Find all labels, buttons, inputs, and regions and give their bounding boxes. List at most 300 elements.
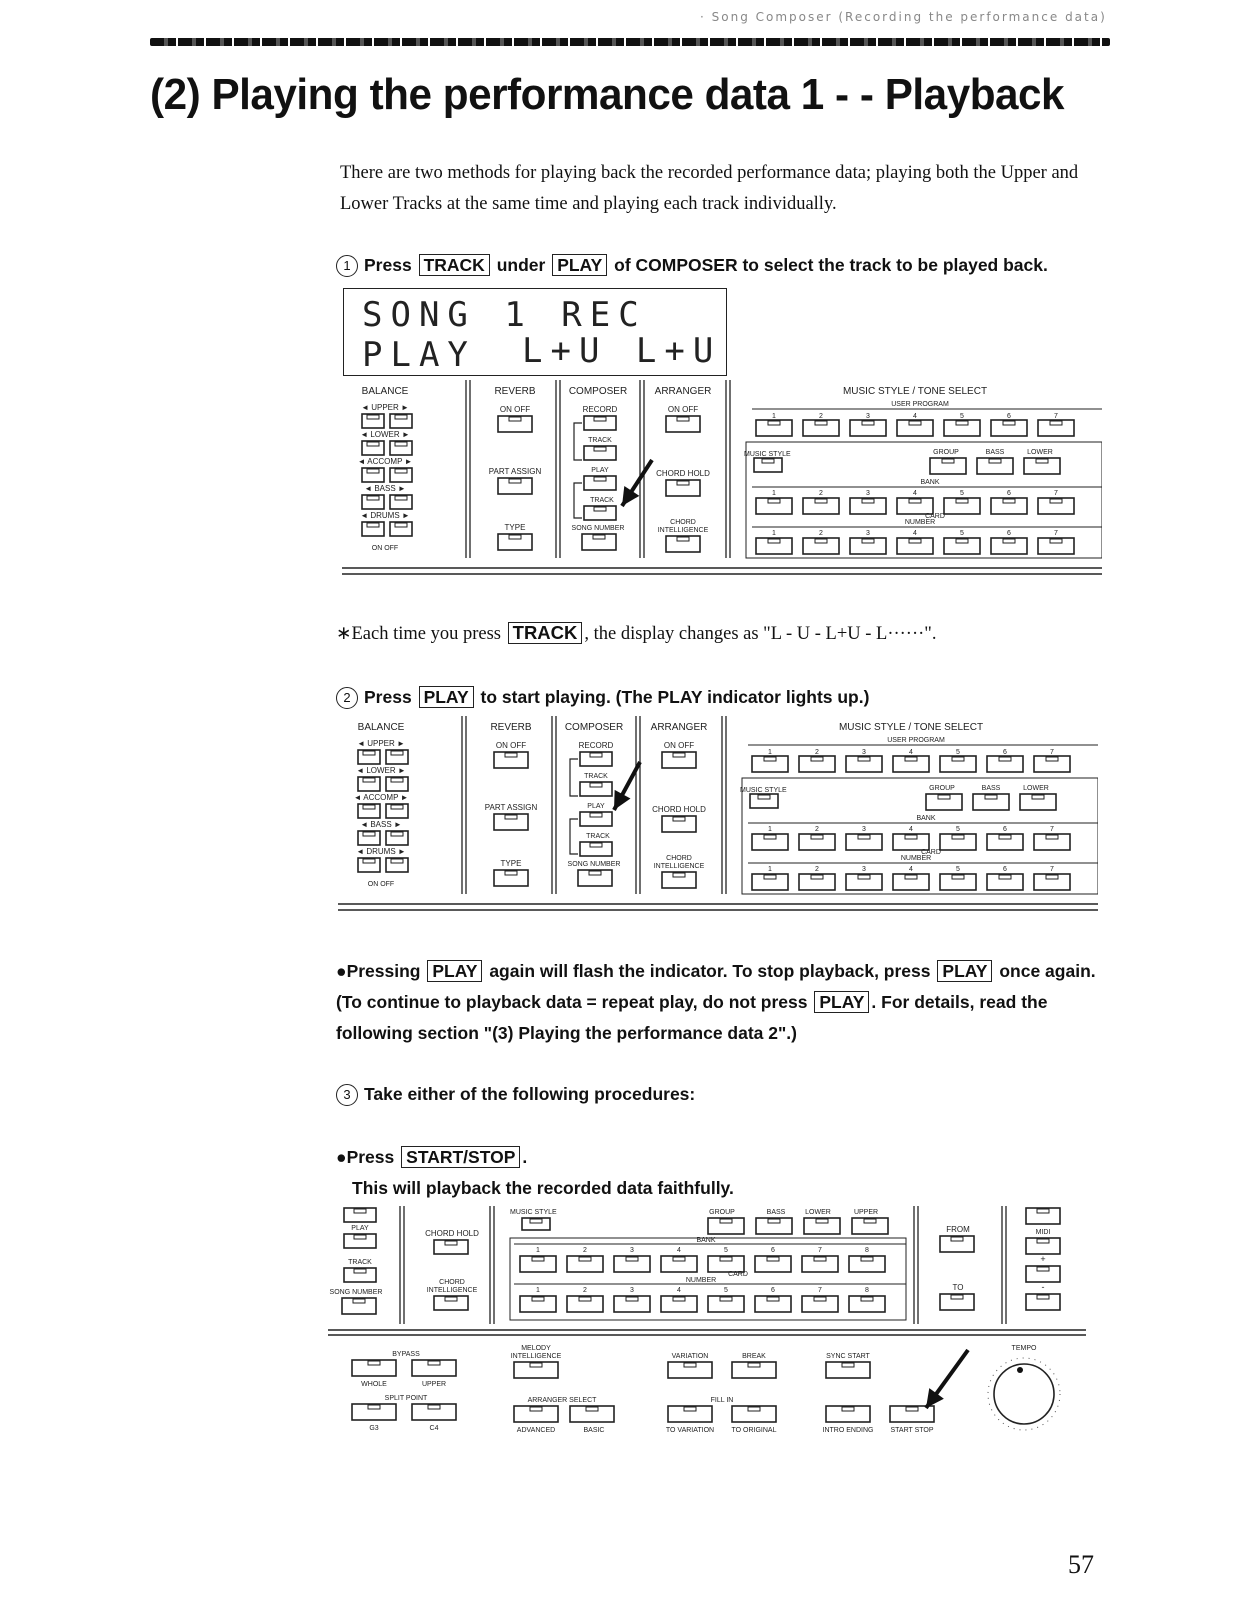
number-label: 6	[1007, 413, 1011, 420]
number-button	[1038, 538, 1074, 554]
pointer-arrow-icon	[622, 486, 639, 506]
arranger-label: ARRANGER	[654, 386, 712, 397]
break-label: BREAK	[742, 1353, 766, 1360]
basic-label: BASIC	[583, 1427, 605, 1434]
number-button	[897, 538, 933, 554]
variation-button	[668, 1362, 712, 1378]
chord-intelligence-button	[434, 1296, 468, 1310]
minus-button	[1026, 1294, 1060, 1310]
song-number-button	[578, 870, 612, 886]
number-label: 7	[818, 1287, 822, 1294]
lcd-line-2: L+U L+U	[522, 331, 722, 371]
lower-button	[1020, 794, 1056, 810]
bank-button	[803, 498, 839, 514]
balance-down-button	[362, 522, 384, 536]
user-program-button	[893, 756, 929, 772]
number-label: 3	[866, 413, 870, 420]
start-stop-explanation: This will playback the recorded data faithfully.	[352, 1178, 734, 1198]
balance-row-label: ◄ ACCOMP ►	[357, 457, 413, 466]
number-label: 2	[583, 1287, 587, 1294]
user-program-button	[846, 756, 882, 772]
number-label: 2	[815, 866, 819, 873]
group-button	[926, 794, 962, 810]
balance-down-button	[362, 495, 384, 509]
number-row-label: NUMBER	[900, 855, 932, 862]
chord-label: CHORD	[666, 855, 692, 862]
number-label: 5	[960, 530, 964, 537]
bullet-text: ●Press	[336, 1147, 395, 1167]
top-rule	[150, 38, 1110, 46]
number-label: 4	[913, 413, 917, 420]
melody-intelligence-button	[514, 1362, 558, 1378]
music-style-label: MUSIC STYLE	[510, 1209, 557, 1216]
number-label: 6	[1003, 749, 1007, 756]
type-button	[494, 870, 528, 886]
balance-row-label: ◄ DRUMS ►	[356, 847, 406, 856]
track-button	[584, 446, 616, 460]
user-program-button	[991, 420, 1027, 436]
bank-label: BANK	[920, 479, 940, 486]
bank-button	[708, 1256, 744, 1272]
user-program-button	[1034, 756, 1070, 772]
reverb-on-off-label: ON OFF	[499, 405, 531, 414]
number-label: 7	[1054, 490, 1058, 497]
number-label: 7	[1050, 826, 1054, 833]
chord-label: CHORD	[670, 519, 696, 526]
number-label: 5	[724, 1247, 728, 1254]
user-program-button	[803, 420, 839, 436]
number-label: 1	[768, 749, 772, 756]
number-label: 5	[956, 866, 960, 873]
number-label: 5	[724, 1287, 728, 1294]
balance-down-button	[362, 468, 384, 482]
pointer-arrow-icon	[926, 1388, 944, 1408]
music-style-label: MUSIC STYLE	[744, 451, 791, 458]
number-label: 5	[956, 826, 960, 833]
c4-button	[412, 1404, 456, 1420]
bank-button	[756, 498, 792, 514]
number-button	[849, 1296, 885, 1312]
bypass-label: BYPASS	[392, 1351, 420, 1358]
part-assign-label: PART ASSIGN	[484, 803, 538, 812]
number-label: 2	[819, 530, 823, 537]
play-key: PLAY	[427, 960, 482, 982]
c4-label: C4	[429, 1425, 439, 1432]
on-off-label: ON OFF	[371, 545, 399, 552]
music-style-tone-select-label: MUSIC STYLE / TONE SELECT	[838, 722, 984, 733]
variation-label: VARIATION	[671, 1353, 709, 1360]
number-button	[944, 538, 980, 554]
part-assign-label: PART ASSIGN	[488, 467, 542, 476]
number-label: 4	[677, 1287, 681, 1294]
chord-label: CHORD	[439, 1279, 465, 1286]
chord-hold-label: CHORD HOLD	[425, 1229, 479, 1238]
number-button	[708, 1296, 744, 1312]
balance-down-button	[358, 750, 380, 764]
bank-button	[991, 498, 1027, 514]
number-label: 7	[818, 1247, 822, 1254]
bullet-text: .	[522, 1147, 528, 1167]
bank-label: BANK	[916, 815, 936, 822]
bullet-text: again will flash the indicator. To stop playback, press	[489, 961, 931, 981]
number-label: 6	[771, 1287, 775, 1294]
track-key: TRACK	[508, 622, 583, 644]
user-program-button	[897, 420, 933, 436]
control-panel-3	[326, 1204, 1086, 1469]
note-text: , the display changes as "L - U - L+U - L······".	[584, 624, 937, 644]
bank-button	[850, 498, 886, 514]
play-button	[580, 812, 612, 826]
intro-paragraph: There are two methods for playing back the recorded performance data; playing both the Upper and Lower Tracks at the same time and playing each track individually.	[340, 163, 1079, 214]
g3-button	[352, 1404, 396, 1420]
bass-label: BASS	[981, 785, 1001, 792]
page-title: (2) Playing the performance data 1 - - Playback	[150, 70, 1065, 119]
number-label: 6	[1003, 826, 1007, 833]
number-button	[614, 1296, 650, 1312]
part-assign-button	[494, 814, 528, 830]
note-text: ∗Each time you press	[336, 624, 502, 644]
number-label: 4	[913, 490, 917, 497]
bank-button	[849, 1256, 885, 1272]
number-label: 6	[1007, 490, 1011, 497]
balance-down-button	[362, 441, 384, 455]
upper-label: UPPER	[853, 1209, 879, 1216]
chord-hold-label: CHORD HOLD	[652, 805, 706, 814]
arranger-button	[666, 416, 700, 432]
number-label: 6	[771, 1247, 775, 1254]
number-button	[661, 1296, 697, 1312]
play-key: PLAY	[937, 960, 992, 982]
chord-intelligence-button	[662, 872, 696, 888]
number-label: 3	[862, 749, 866, 756]
number-label: 2	[819, 413, 823, 420]
user-program-button	[799, 756, 835, 772]
whole-label: WHOLE	[361, 1381, 387, 1388]
to-original-button	[732, 1406, 776, 1422]
advanced-button	[514, 1406, 558, 1422]
play-label: PLAY	[351, 1225, 369, 1232]
number-label: 3	[630, 1287, 634, 1294]
number-button	[802, 1296, 838, 1312]
to-variation-button	[668, 1406, 712, 1422]
chord-intelligence-button	[666, 536, 700, 552]
user-program-label: USER PROGRAM	[891, 401, 949, 408]
step-number: 1	[336, 255, 358, 277]
track-label: TRACK	[586, 833, 610, 840]
to-variation-label: TO VARIATION	[665, 1427, 715, 1434]
number-label: 8	[865, 1247, 869, 1254]
type-button	[498, 534, 532, 550]
bank-button	[755, 1256, 791, 1272]
music-style-tone-select-label: MUSIC STYLE / TONE SELECT	[842, 386, 988, 397]
step-text: Press	[364, 255, 412, 275]
lower-label: LOWER	[1023, 785, 1049, 792]
bank-button	[944, 498, 980, 514]
basic-button	[570, 1406, 614, 1422]
chord-hold-button	[666, 480, 700, 496]
song-number-label: SONG NUMBER	[567, 861, 621, 868]
number-label: 8	[865, 1287, 869, 1294]
user-program-button	[752, 756, 788, 772]
sync-start-label: SYNC START	[826, 1353, 870, 1360]
track-button	[580, 782, 612, 796]
track-button	[344, 1268, 376, 1282]
bass-button	[977, 458, 1013, 474]
track-key: TRACK	[419, 254, 490, 276]
midi-button-1	[1026, 1208, 1060, 1224]
number-label: 1	[536, 1247, 540, 1254]
composer-label: COMPOSER	[564, 722, 624, 733]
song-number-label: SONG NUMBER	[571, 525, 625, 532]
user-program-button	[756, 420, 792, 436]
step-1	[336, 254, 1048, 277]
number-label: 1	[768, 866, 772, 873]
bullet-text: ●Pressing	[336, 961, 421, 981]
step-text: under	[496, 255, 546, 275]
number-button	[803, 538, 839, 554]
play-label: PLAY	[591, 467, 609, 474]
balance-row-label: ◄ UPPER ►	[357, 739, 405, 748]
balance-up-button	[390, 414, 412, 428]
step-text: to start playing. (The PLAY indicator lights up.)	[480, 687, 870, 707]
number-label: 7	[1050, 866, 1054, 873]
whole-button	[352, 1360, 396, 1376]
group-label: GROUP	[929, 785, 955, 792]
step-number: 3	[336, 1084, 358, 1106]
number-label: 1	[772, 530, 776, 537]
number-label: 3	[866, 530, 870, 537]
number-label: 3	[862, 866, 866, 873]
bank-button	[661, 1256, 697, 1272]
type-label: TYPE	[504, 523, 526, 532]
intro-ending-button	[826, 1406, 870, 1422]
lcd-line-1: SONG 1 REC PLAY	[362, 295, 647, 375]
from-button	[940, 1236, 974, 1252]
track-button	[584, 506, 616, 520]
step-text: Take either of the following procedures:	[364, 1084, 696, 1104]
balance-up-button	[386, 831, 408, 845]
number-button	[756, 538, 792, 554]
balance-up-button	[390, 468, 412, 482]
balance-up-button	[386, 858, 408, 872]
step-text: of COMPOSER to select the track to be played back.	[614, 255, 1048, 275]
chord-hold-button	[662, 816, 696, 832]
bank-button	[987, 834, 1023, 850]
record-button	[580, 752, 612, 766]
number-label: 7	[1054, 530, 1058, 537]
midi-button-2	[1026, 1238, 1060, 1254]
number-row-label: NUMBER	[904, 519, 936, 526]
balance-row-label: ◄ DRUMS ►	[360, 511, 410, 520]
number-button	[940, 874, 976, 890]
start-stop-bullet	[336, 1146, 527, 1168]
balance-up-button	[390, 522, 412, 536]
number-label: 4	[909, 749, 913, 756]
tempo-knob-icon	[988, 1358, 1060, 1430]
balance-up-button	[390, 495, 412, 509]
split-point-label: SPLIT POINT	[384, 1395, 428, 1402]
g3-label: G3	[369, 1425, 379, 1432]
number-label: 1	[536, 1287, 540, 1294]
number-label: 2	[819, 490, 823, 497]
playback-flash-note	[336, 956, 1116, 1049]
user-program-button	[1038, 420, 1074, 436]
bank-button	[893, 834, 929, 850]
bullet-text: . For details, read the following section "(3) Playing the performance data 2".)	[336, 992, 1048, 1043]
number-button	[520, 1296, 556, 1312]
number-label: 6	[1003, 866, 1007, 873]
start-stop-label: START STOP	[890, 1427, 934, 1434]
number-label: 6	[1007, 530, 1011, 537]
to-original-label: TO ORIGINAL	[731, 1427, 777, 1434]
number-button	[752, 874, 788, 890]
song-number-label: SONG NUMBER	[329, 1289, 383, 1296]
bank-button	[940, 834, 976, 850]
composer-button	[344, 1208, 376, 1222]
chord-hold-button	[434, 1240, 468, 1254]
lcd-display	[343, 288, 727, 376]
number-label: 4	[913, 530, 917, 537]
plus-button	[1026, 1266, 1060, 1282]
number-label: 3	[630, 1247, 634, 1254]
melody-label: MELODY	[521, 1345, 551, 1352]
step-3	[336, 1084, 695, 1106]
number-button	[987, 874, 1023, 890]
number-label: 1	[772, 413, 776, 420]
balance-down-button	[358, 831, 380, 845]
group-label: GROUP	[933, 449, 959, 456]
step-2	[336, 686, 869, 709]
balance-row-label: ◄ BASS ►	[360, 820, 402, 829]
balance-up-button	[386, 804, 408, 818]
song-number-button	[582, 534, 616, 550]
bass-button	[973, 794, 1009, 810]
play-button	[344, 1234, 376, 1248]
play-label: PLAY	[587, 803, 605, 810]
play-key: PLAY	[419, 686, 474, 708]
balance-up-button	[386, 777, 408, 791]
bank-button	[846, 834, 882, 850]
on-off-label: ON OFF	[367, 881, 395, 888]
upper-label: UPPER	[421, 1381, 447, 1388]
control-panel-2	[336, 714, 1098, 919]
number-row-label: NUMBER	[685, 1277, 717, 1284]
reverb-label: REVERB	[494, 386, 536, 397]
start-stop-key: START/STOP	[401, 1146, 520, 1168]
play-key: PLAY	[814, 991, 869, 1013]
number-button	[893, 874, 929, 890]
group-label: GROUP	[709, 1209, 735, 1216]
user-program-button	[940, 756, 976, 772]
number-label: 7	[1054, 413, 1058, 420]
balance-label: BALANCE	[357, 722, 405, 733]
intelligence-label: INTELLIGENCE	[510, 1353, 562, 1360]
upper-button	[412, 1360, 456, 1376]
arranger-on-off-label: ON OFF	[663, 741, 695, 750]
play-button	[584, 476, 616, 490]
to-button	[940, 1294, 974, 1310]
number-label: 7	[1050, 749, 1054, 756]
music-style-label: MUSIC STYLE	[740, 787, 787, 794]
lower-button	[1024, 458, 1060, 474]
card-label: CARD	[925, 513, 945, 520]
fill-in-label: FILL IN	[710, 1397, 734, 1404]
type-label: TYPE	[500, 859, 522, 868]
number-button	[850, 538, 886, 554]
arranger-select-label: ARRANGER SELECT	[527, 1397, 597, 1404]
track-label: TRACK	[588, 437, 612, 444]
bank-button	[897, 498, 933, 514]
bass-label: BASS	[766, 1209, 786, 1216]
record-button	[584, 416, 616, 430]
bass-label: BASS	[985, 449, 1005, 456]
minus-label: -	[1041, 1282, 1045, 1292]
bank-button	[614, 1256, 650, 1272]
step-number: 2	[336, 687, 358, 709]
balance-row-label: ◄ UPPER ►	[361, 403, 409, 412]
number-button	[1034, 874, 1070, 890]
control-panel-1	[340, 378, 1102, 583]
bank-button	[802, 1256, 838, 1272]
arranger-button	[662, 752, 696, 768]
balance-row-label: ◄ LOWER ►	[360, 430, 410, 439]
balance-up-button	[390, 441, 412, 455]
sync-start-button	[826, 1362, 870, 1378]
balance-label: BALANCE	[361, 386, 409, 397]
bank-button	[799, 834, 835, 850]
balance-down-button	[358, 777, 380, 791]
music-style-button	[522, 1218, 550, 1230]
number-button	[755, 1296, 791, 1312]
track-label: TRACK	[590, 497, 614, 504]
record-label: RECORD	[578, 741, 614, 750]
reverb-label: REVERB	[490, 722, 532, 733]
balance-down-button	[362, 414, 384, 428]
number-label: 2	[815, 749, 819, 756]
track-button	[580, 842, 612, 856]
part-assign-button	[498, 478, 532, 494]
bullet-text: once again. (To continue to playback data = repeat play, do not press	[336, 961, 1096, 1012]
card-label: CARD	[728, 1271, 748, 1278]
number-label: 2	[583, 1247, 587, 1254]
balance-down-button	[358, 858, 380, 872]
balance-up-button	[386, 750, 408, 764]
number-label: 5	[960, 413, 964, 420]
intelligence-label: INTELLIGENCE	[426, 1287, 478, 1294]
group-button	[930, 458, 966, 474]
music-style-button	[750, 794, 778, 808]
number-label: 1	[772, 490, 776, 497]
bank-button	[567, 1256, 603, 1272]
number-label: 1	[768, 826, 772, 833]
bank-button	[752, 834, 788, 850]
number-label: 4	[677, 1247, 681, 1254]
bank-button	[1038, 498, 1074, 514]
number-button	[991, 538, 1027, 554]
intelligence-label: INTELLIGENCE	[657, 527, 709, 534]
reverb-on-off-label: ON OFF	[495, 741, 527, 750]
record-label: RECORD	[582, 405, 618, 414]
bass-button	[756, 1218, 792, 1234]
tempo-label: TEMPO	[1011, 1345, 1037, 1352]
break-button	[732, 1362, 776, 1378]
lower-label: LOWER	[1027, 449, 1053, 456]
reverb-button	[494, 752, 528, 768]
advanced-label: ADVANCED	[516, 1427, 556, 1434]
group-button	[708, 1218, 744, 1234]
intelligence-label: INTELLIGENCE	[653, 863, 705, 870]
bank-label: BANK	[696, 1237, 716, 1244]
